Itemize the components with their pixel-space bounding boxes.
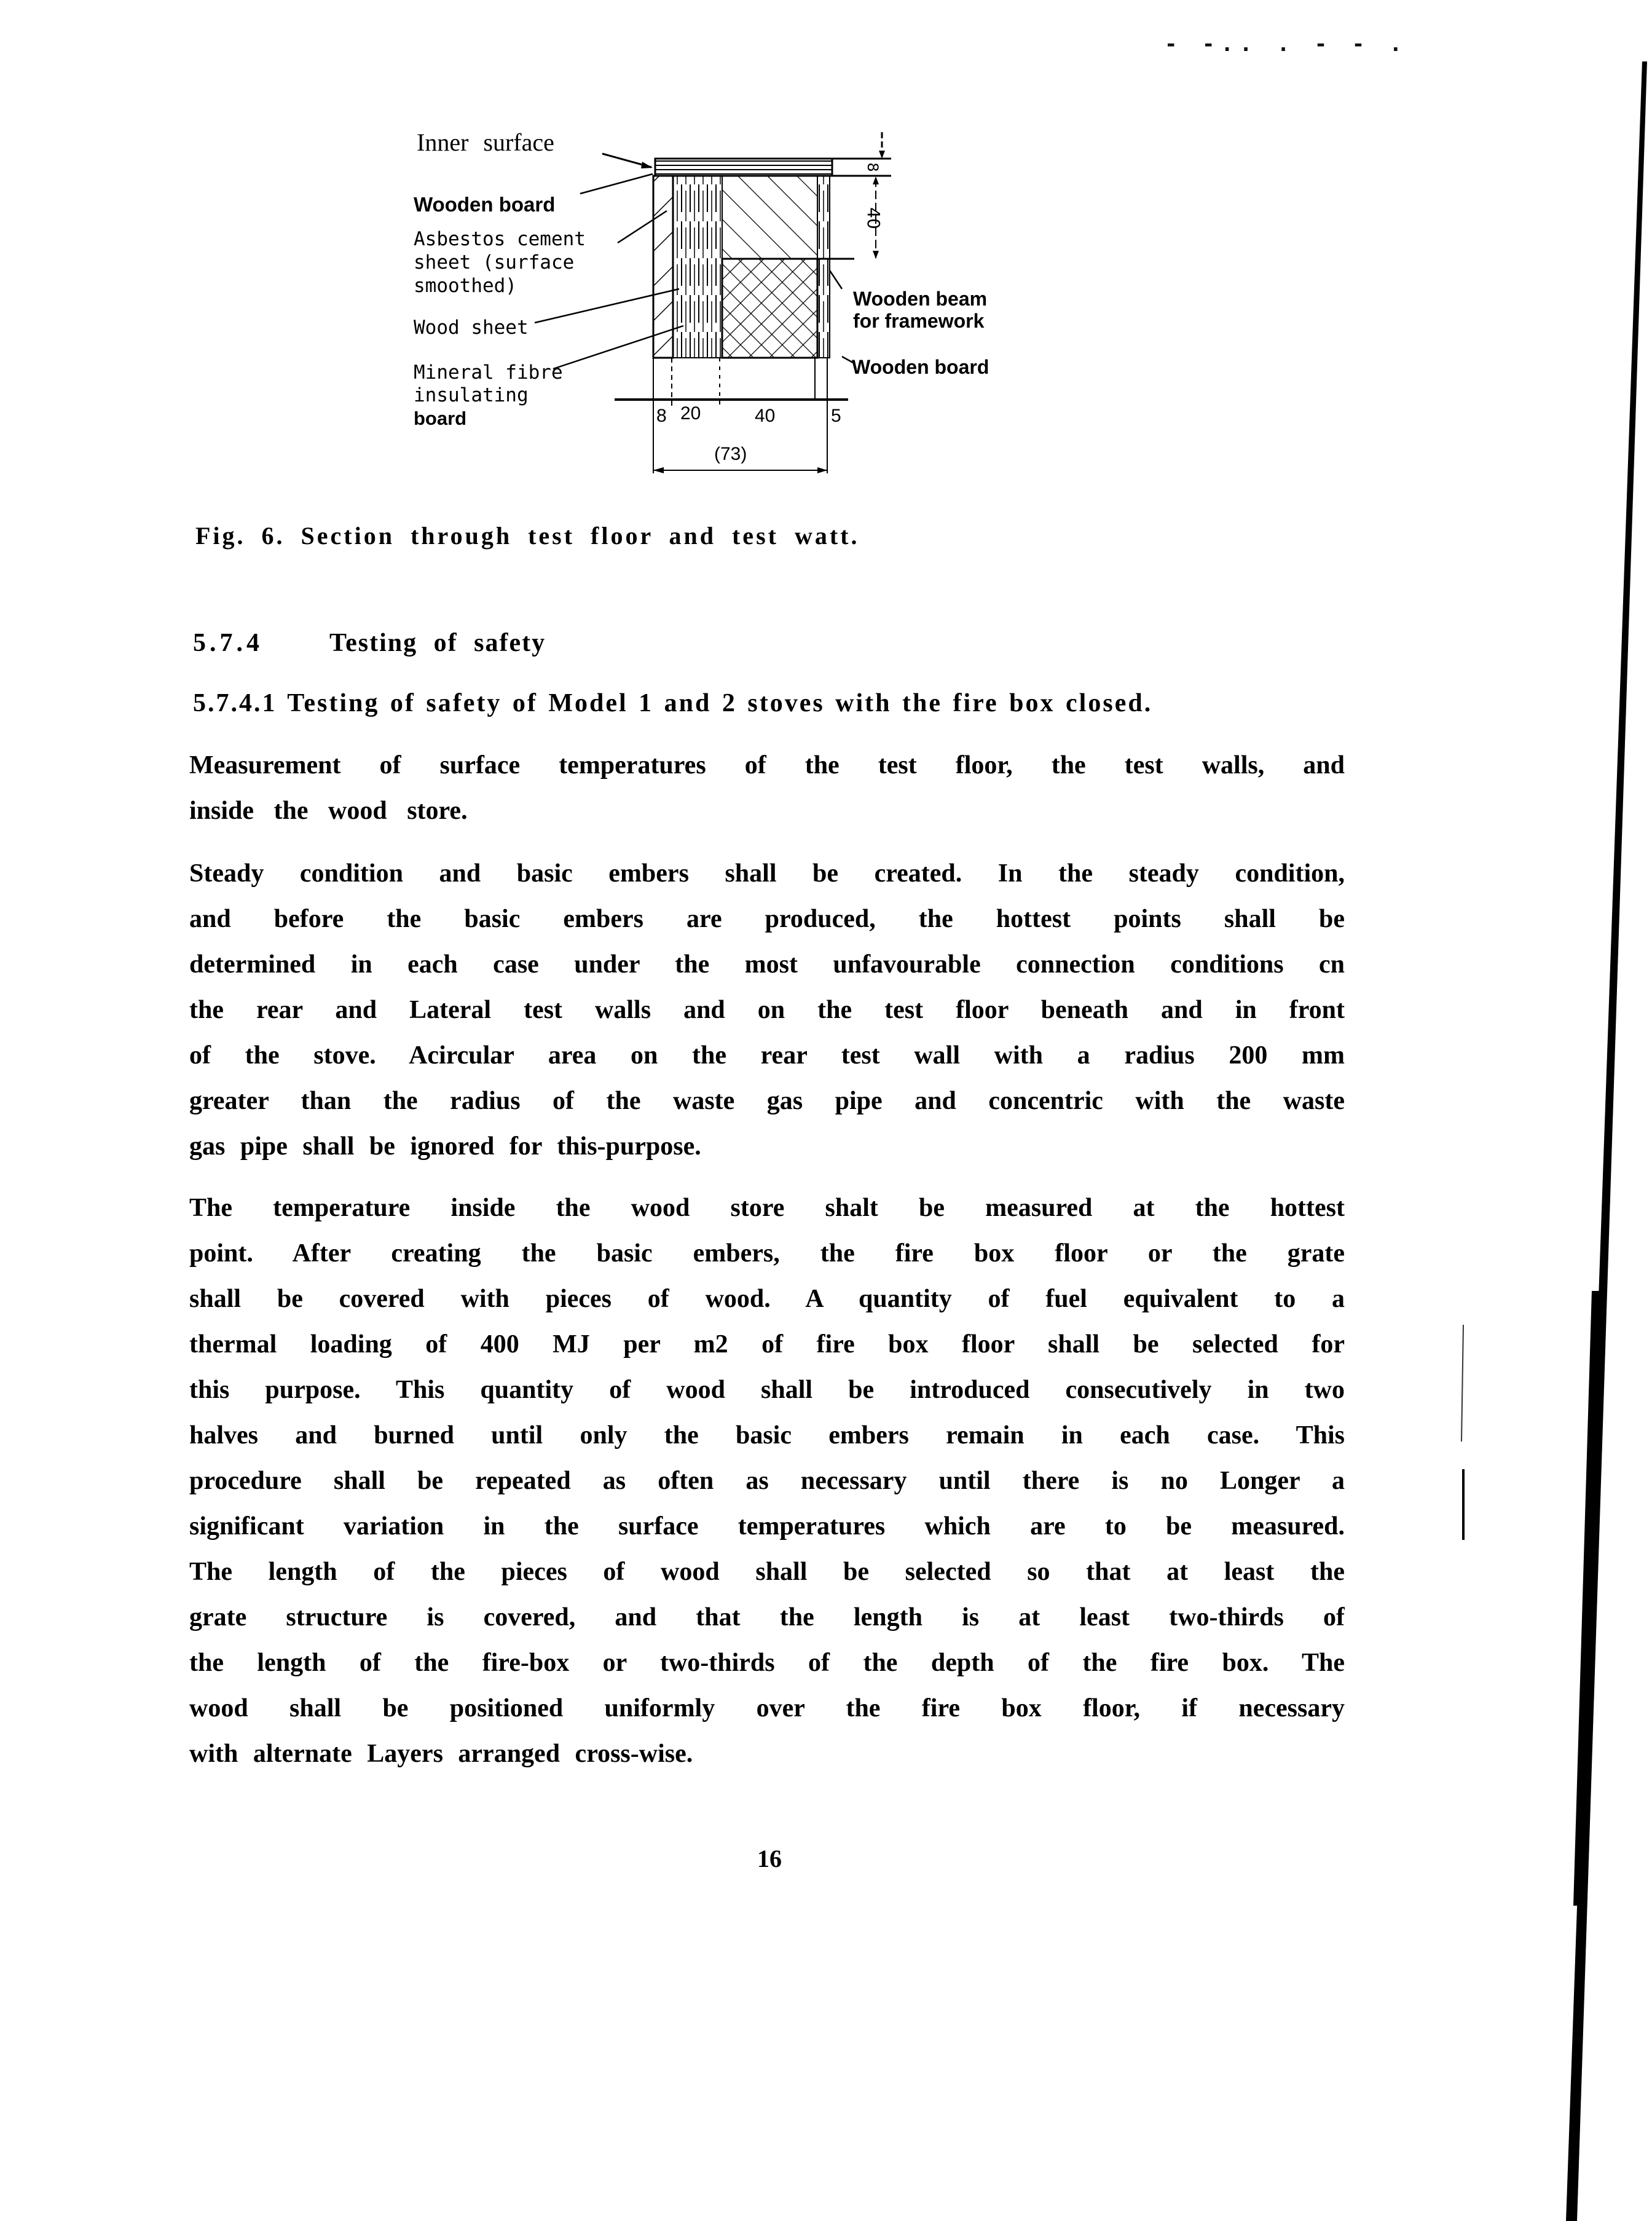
paragraph-line: determined in each case under the most unfavourable connection conditions cn (189, 950, 1345, 979)
paragraph-line: thermal loading of 400 MJ per m2 of fire box floor shall be selected for (189, 1330, 1345, 1359)
label-wood-sheet: Wood sheet (414, 317, 529, 339)
paragraph-line: point. After creating the basic embers, the fire box floor or the grate (189, 1239, 1345, 1268)
paragraph-2 (189, 851, 1345, 1169)
label-beam-line-2: for framework (853, 310, 985, 332)
dim-width-8: 8 (656, 406, 667, 426)
paragraph-1 (189, 743, 1345, 834)
dim-width-5: 5 (831, 406, 841, 426)
section-title: Testing of safety (329, 629, 546, 657)
dim-width-20: 20 (680, 403, 701, 424)
paragraph-line: Steady condition and basic embers shall be created. In the steady condition, (189, 859, 1345, 888)
paragraph-line: this purpose. This quantity of wood shall be introduced consecutively in two (189, 1376, 1345, 1404)
dim-total: (73) (714, 444, 747, 464)
label-mineral-line-2: insulating (414, 384, 529, 406)
paragraph-line: and before the basic embers are produced, the hottest points shall be (189, 905, 1345, 933)
right-board (817, 176, 830, 358)
section-number: 5.7.4 (193, 629, 263, 657)
section-heading (193, 628, 546, 658)
label-asbestos-cement (414, 227, 586, 298)
paragraph-line: Measurement of surface temperatures of the test floor, the test walls, and (189, 751, 1345, 779)
label-asbestos-line-3: smoothed) (414, 275, 517, 297)
paragraph-line: of the stove. Acircular area on the rear test wall with a radius 200 mm (189, 1041, 1345, 1070)
dim-width-40: 40 (755, 406, 776, 426)
top-board (655, 159, 832, 176)
label-wooden-board-right: Wooden board (852, 356, 989, 378)
subsection-heading: 5.7.4.1 Testing of safety of Model 1 and 2 stoves with the fire box closed. (193, 689, 1153, 717)
paragraph-line: halves and burned until only the basic embers remain in each case. This (189, 1421, 1345, 1450)
label-mineral-line-1: Mineral fibre (414, 361, 563, 384)
label-mineral-fibre (414, 361, 563, 430)
wood-sheet-layer (673, 176, 722, 358)
section-diagram (0, 0, 1652, 553)
figure-caption: Fig. 6. Section through test floor and test watt. (195, 522, 860, 550)
label-wooden-board-top: Wooden board (414, 193, 556, 216)
paragraph-line: The length of the pieces of wood shall be selected so that at least the (189, 1558, 1345, 1586)
label-wooden-beam (853, 288, 987, 332)
page-number: 16 (757, 1845, 782, 1872)
dim-top-board: 8 (864, 162, 881, 172)
paragraph-line: wood shall be positioned uniformly over the fire box floor, if necessary (189, 1694, 1345, 1722)
paragraph-line: the length of the fire-box or two-thirds of the depth of the fire box. The (189, 1649, 1345, 1677)
paragraph-line: The temperature inside the wood store shalt be measured at the hottest (189, 1194, 1345, 1222)
paragraph-line: the rear and Lateral test walls and on the test floor beneath and in front (189, 996, 1345, 1024)
mineral-fibre-layer (722, 259, 817, 358)
paragraph-line: shall be covered with pieces of wood. A quantity of fuel equivalent to a (189, 1285, 1345, 1313)
margin-line-faint (1461, 1325, 1463, 1442)
dim-beam-height: 40 (863, 207, 884, 229)
paragraph-line: gas pipe shall be ignored for this-purpose. (189, 1132, 701, 1161)
paragraph-line: inside the wood store. (189, 797, 468, 825)
label-asbestos-line-2: sheet (surface (414, 251, 575, 274)
label-mineral-line-3: board (414, 408, 467, 429)
label-beam-line-1: Wooden beam (853, 288, 988, 310)
wooden-beam (722, 176, 817, 259)
header-scan-marks: - -.. . - - . (1165, 32, 1409, 57)
paragraph-3 (189, 1185, 1345, 1777)
paragraph-line: significant variation in the surface temperatures which are to be measured. (189, 1512, 1345, 1540)
paragraph-line: greater than the radius of the waste gas pipe and concentric with the waste (189, 1087, 1345, 1115)
paragraph-line: procedure shall be repeated as often as necessary until there is no Longer a (189, 1467, 1345, 1495)
paragraph-line: with alternate Layers arranged cross-wise. (189, 1740, 693, 1768)
label-asbestos-line-1: Asbestos cement (414, 228, 586, 250)
paragraph-line: grate structure is covered, and that the length is at least two-thirds of (189, 1603, 1345, 1631)
label-inner-surface: Inner surface (417, 128, 554, 156)
